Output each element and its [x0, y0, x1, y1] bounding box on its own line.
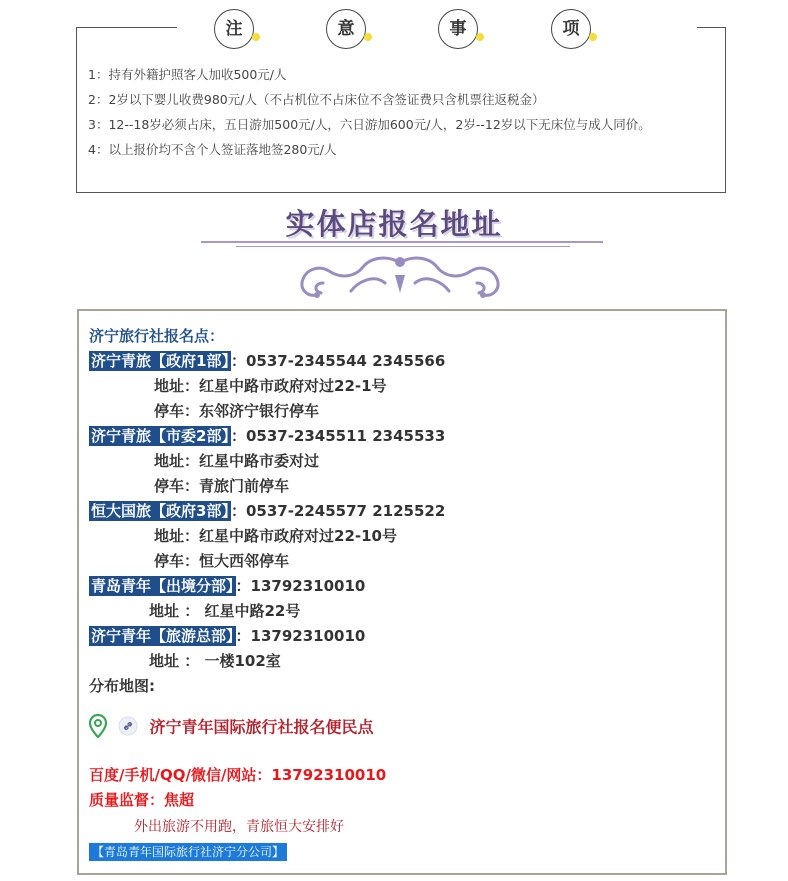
notice-circle-4: 项 [551, 9, 591, 49]
branch-3-address: 地址：红星中路市政府对过22-10号 [154, 527, 397, 545]
page-heading: 实体店报名地址 [285, 207, 503, 241]
ornament-icon [293, 253, 507, 301]
notice-circle-3: 事 [438, 9, 478, 49]
branch-4-address: 地址 ： 红星中路22号 [149, 602, 301, 620]
notice-item: 2：2岁以下婴儿收费980元/人（不占机位不占床位不含签证费只含机票往返税金） [88, 92, 545, 107]
branch-1-name: 济宁青旅【政府1部】 [91, 352, 229, 370]
supervisor-line: 质量监督：焦超 [89, 791, 195, 809]
link-icon [118, 716, 138, 736]
branch-3-parking: 停车：恒大西邻停车 [154, 552, 290, 570]
branch-2-parking: 停车：青旅门前停车 [154, 477, 290, 495]
notice-item: 4：以上报价均不含个人签证落地签280元/人 [88, 142, 337, 157]
map-link[interactable]: 济宁青年国际旅行社报名便民点 [149, 717, 374, 737]
branch-4-name: 青岛青年【出境分部】 [91, 577, 234, 595]
notice-item: 1：持有外籍护照客人加收500元/人 [88, 67, 287, 82]
address-box [77, 309, 727, 875]
branch-5-address: 地址 ： 一楼102室 [149, 652, 281, 670]
branch-2-phone: ：0537-2345511 2345533 [230, 427, 446, 445]
notice-box [76, 19, 726, 193]
branch-3-name: 恒大国旅【政府3部】 [91, 502, 229, 520]
section-title: 济宁旅行社报名点： [89, 327, 225, 345]
branch-2-name: 济宁青旅【市委2部】 [91, 427, 229, 445]
branch-5-row [89, 625, 365, 646]
branch-4-row [89, 575, 365, 596]
map-pin-icon [89, 714, 107, 738]
branch-5-phone: ：13792310010 [235, 627, 366, 645]
heading-underline-thin [236, 246, 570, 247]
map-link-row[interactable] [89, 714, 373, 738]
notice-list [88, 62, 718, 162]
slogan: 外出旅游不用跑，青旅恒大安排好 [134, 819, 344, 835]
branch-4-phone: ：13792310010 [235, 577, 366, 595]
branch-3-phone: ：0537-2245577 2125522 [230, 502, 446, 520]
heading-underline [201, 241, 603, 243]
branch-1-row [89, 350, 445, 371]
notice-circle-1: 注 [214, 9, 254, 49]
map-label: 分布地图: [89, 677, 155, 695]
branch-1-parking: 停车：东邻济宁银行停车 [154, 402, 320, 420]
company-line [89, 842, 287, 860]
branch-3-row [89, 500, 445, 521]
notice-item: 3：12--18岁必须占床，五日游加500元/人，六日游加600元/人，2岁--12岁以下无床位与成人同价。 [88, 117, 651, 132]
branch-5-name: 济宁青年【旅游总部】 [91, 627, 234, 645]
contact-line: 百度/手机/QQ/微信/网站：13792310010 [89, 766, 387, 784]
branch-2-address: 地址：红星中路市委对过 [154, 452, 320, 470]
branch-2-row [89, 425, 445, 446]
branch-1-address: 地址：红星中路市政府对过22-1号 [154, 377, 387, 395]
branch-1-phone: ：0537-2345544 2345566 [230, 352, 446, 370]
notice-circle-2: 意 [326, 9, 366, 49]
company-tag: 【青岛青年国际旅行社济宁分公司】 [89, 843, 287, 861]
notice-border-gap [177, 26, 697, 30]
